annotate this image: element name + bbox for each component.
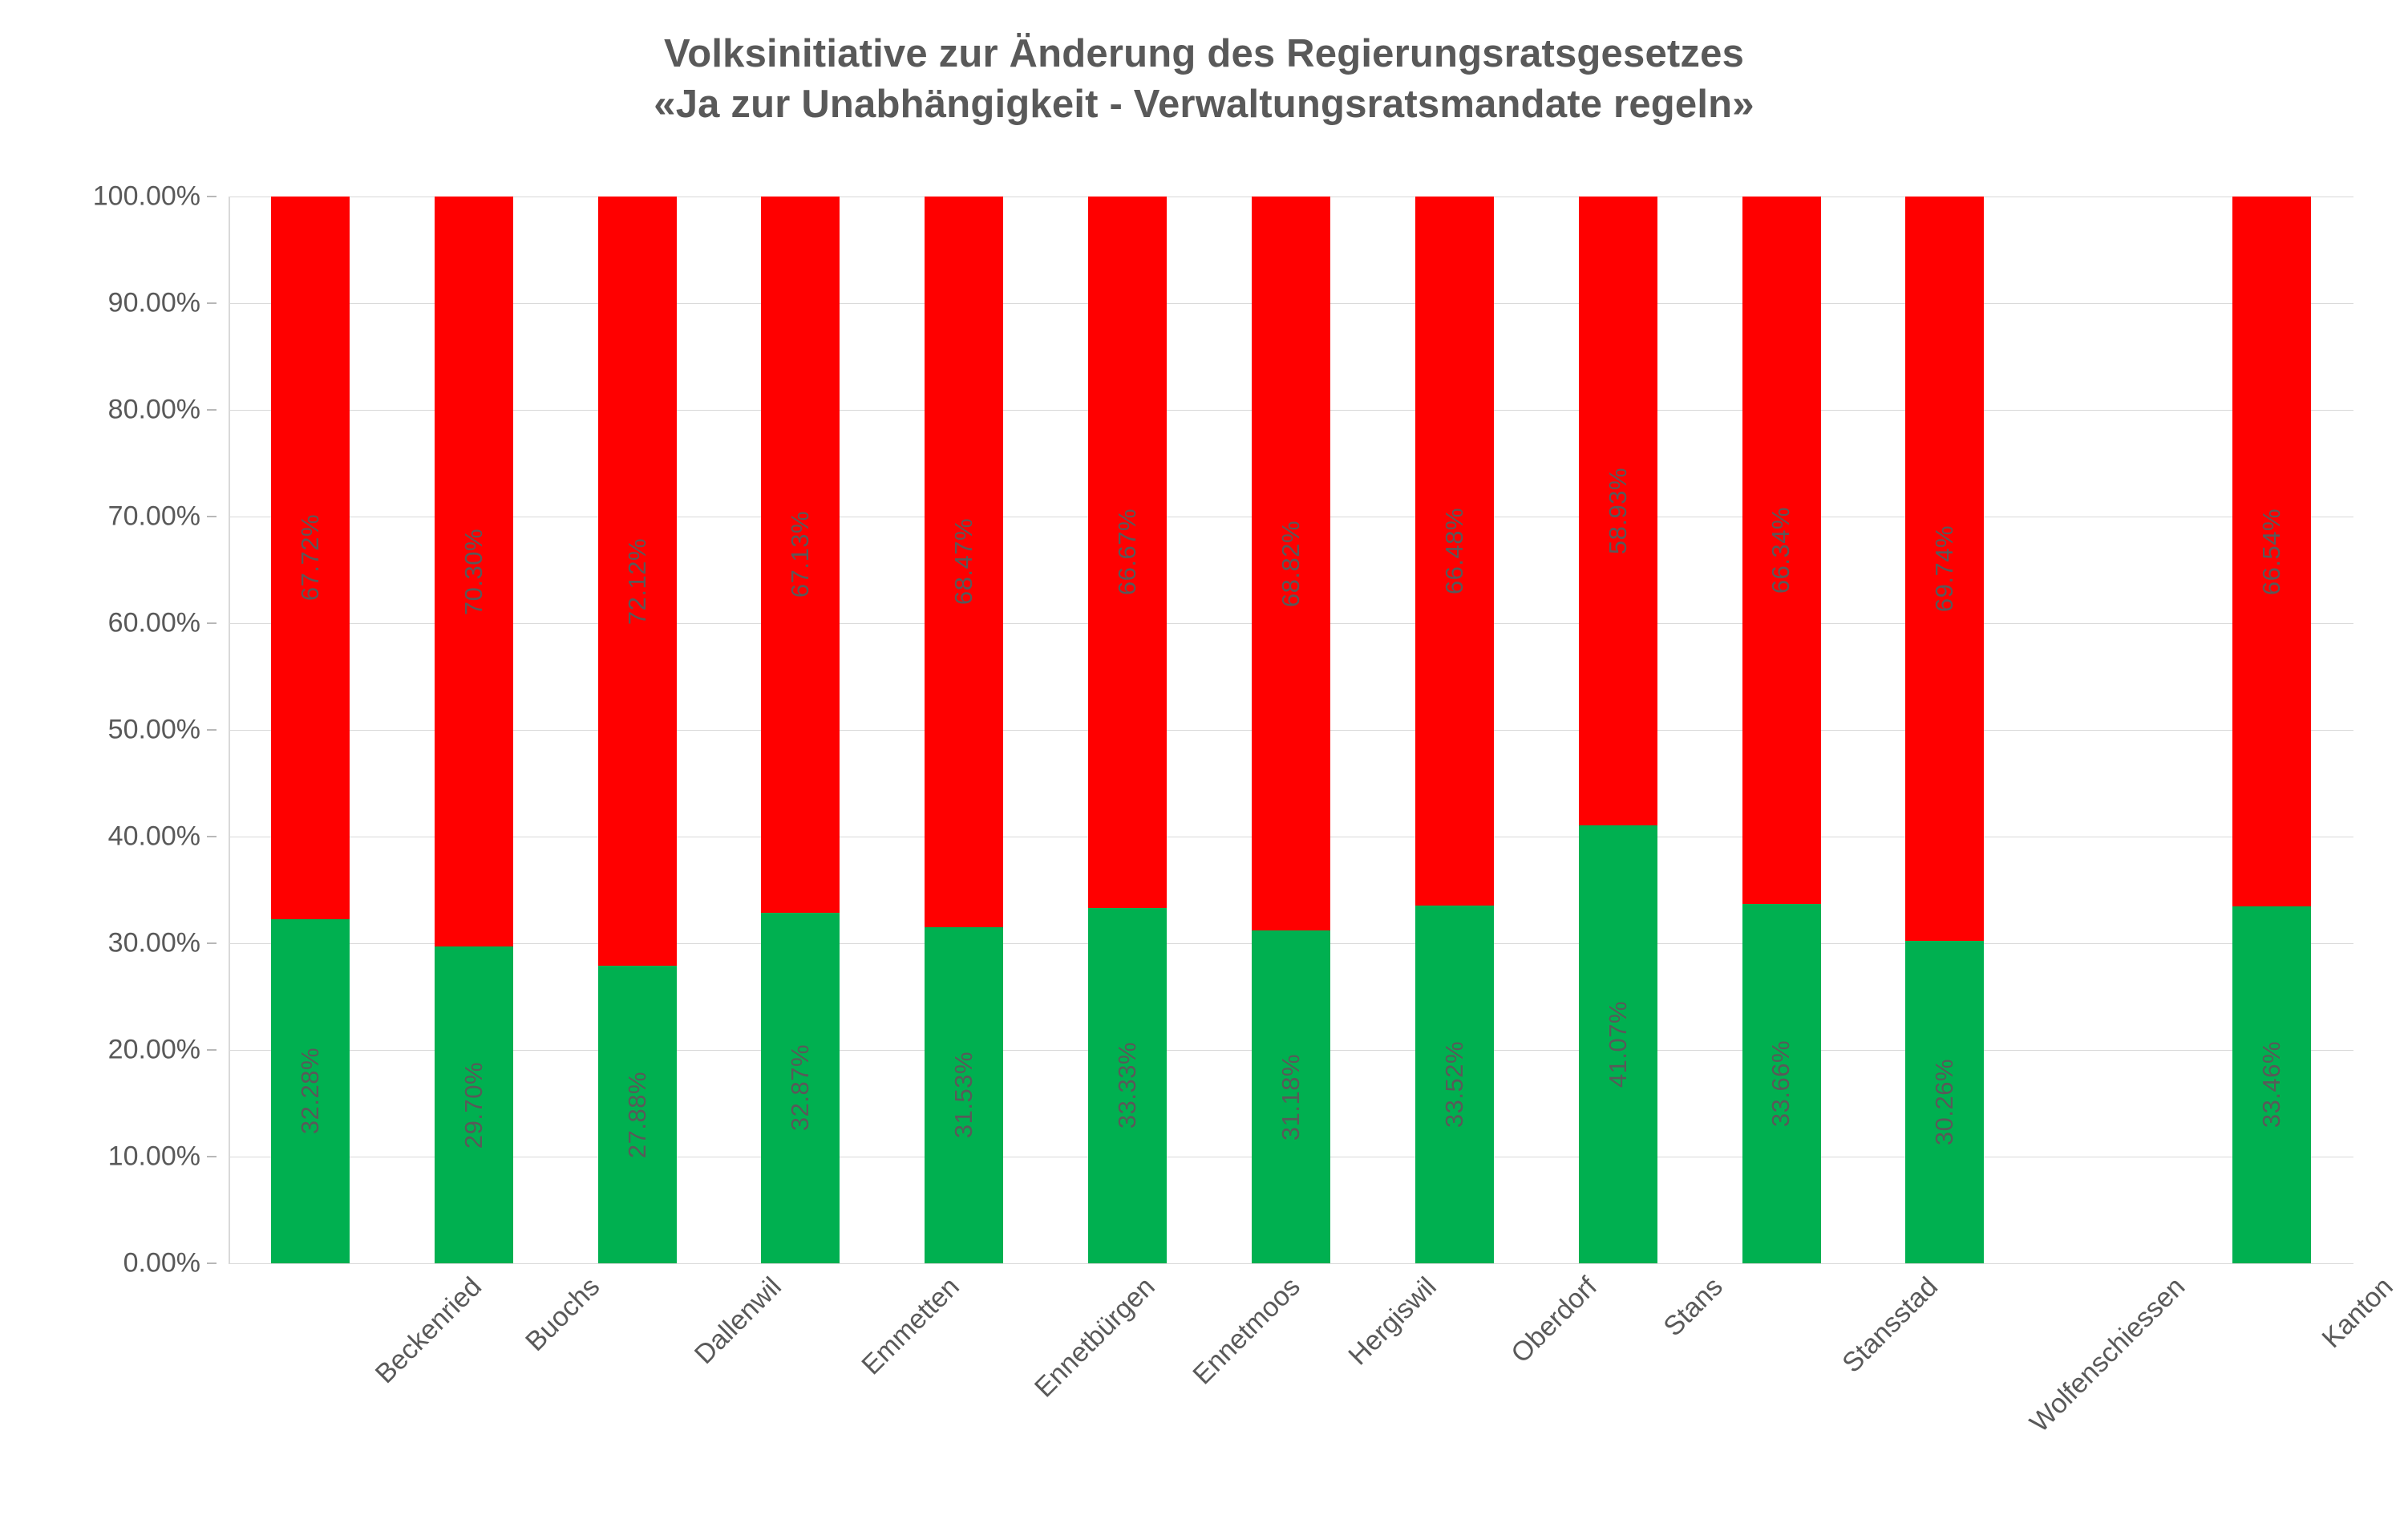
x-axis-tick-label: Buochs bbox=[519, 1271, 606, 1358]
y-axis-tick-label: 100.00% bbox=[92, 180, 200, 212]
y-axis-tick-mark bbox=[207, 622, 217, 624]
bar-segment-nein[interactable] bbox=[925, 197, 1003, 927]
y-axis-labels bbox=[0, 180, 215, 1279]
bar-segment-nein[interactable] bbox=[1088, 197, 1167, 908]
bar-segment-nein[interactable] bbox=[435, 197, 513, 946]
bar-segment-nein[interactable] bbox=[598, 197, 677, 966]
plot-area bbox=[229, 197, 2353, 1263]
x-axis-tick-label: Oberdorf bbox=[1505, 1271, 1603, 1369]
bar-group[interactable] bbox=[598, 197, 677, 1263]
bar-segment-ja[interactable] bbox=[1415, 906, 1494, 1263]
bar-value-label-ja: 33.52% bbox=[1439, 1041, 1468, 1129]
bar-segment-nein[interactable] bbox=[1252, 197, 1330, 930]
bar-value-label-ja: 31.18% bbox=[1277, 1053, 1305, 1141]
bar-segment-ja[interactable] bbox=[1579, 825, 1657, 1263]
y-axis-tick-label: 40.00% bbox=[107, 821, 200, 852]
y-axis-tick-mark bbox=[207, 1156, 217, 1157]
x-axis-tick-label: Ennetmoos bbox=[1187, 1271, 1307, 1391]
x-axis-tick-label: Emmetten bbox=[856, 1271, 966, 1381]
y-axis-tick-mark bbox=[207, 942, 217, 944]
y-axis-tick-label: 50.00% bbox=[107, 714, 200, 745]
bar-segment-ja[interactable] bbox=[1742, 904, 1821, 1263]
bar-segment-ja[interactable] bbox=[761, 913, 840, 1263]
bar-value-label-nein: 66.48% bbox=[1439, 508, 1468, 595]
y-axis-tick-label: 20.00% bbox=[107, 1034, 200, 1065]
bar-segment-nein[interactable] bbox=[271, 197, 350, 919]
y-axis-tick-mark bbox=[207, 1262, 217, 1264]
bar-value-label-nein: 66.34% bbox=[1767, 507, 1795, 594]
x-axis-labels bbox=[229, 1271, 2399, 1528]
bar-group[interactable] bbox=[2232, 197, 2311, 1263]
bar-group[interactable] bbox=[271, 197, 350, 1263]
y-axis-tick-label: 90.00% bbox=[107, 287, 200, 318]
bar-segment-nein[interactable] bbox=[2232, 197, 2311, 906]
bar-segment-ja[interactable] bbox=[1905, 941, 1984, 1263]
y-axis-tick-label: 80.00% bbox=[107, 394, 200, 425]
bar-value-label-nein: 68.47% bbox=[949, 518, 978, 606]
bar-segment-ja[interactable] bbox=[271, 919, 350, 1263]
y-axis-tick-label: 70.00% bbox=[107, 501, 200, 532]
bar-value-label-nein: 67.72% bbox=[295, 514, 324, 602]
bar-value-label-ja: 32.87% bbox=[786, 1044, 815, 1132]
bar-group[interactable] bbox=[1742, 197, 1821, 1263]
bar-segment-nein[interactable] bbox=[1742, 197, 1821, 904]
bar-group[interactable] bbox=[761, 197, 840, 1263]
y-axis-tick-label: 30.00% bbox=[107, 927, 200, 959]
chart-title bbox=[0, 29, 2408, 129]
bar-segment-ja[interactable] bbox=[435, 946, 513, 1263]
bar-segment-ja[interactable] bbox=[1088, 908, 1167, 1263]
y-axis-tick-label: 60.00% bbox=[107, 607, 200, 638]
bar-value-label-nein: 67.13% bbox=[786, 511, 815, 598]
bar-segment-ja[interactable] bbox=[2232, 906, 2311, 1263]
bar-group[interactable] bbox=[1088, 197, 1167, 1263]
bar-value-label-ja: 32.28% bbox=[295, 1048, 324, 1135]
bar-segment-ja[interactable] bbox=[925, 927, 1003, 1263]
y-axis-tick-mark bbox=[207, 1049, 217, 1051]
chart-title-line-2: «Ja zur Unabhängigkeit - Verwaltungsratsmandate regeln» bbox=[654, 82, 1754, 126]
x-axis-tick-label: Dallenwil bbox=[688, 1271, 787, 1371]
bar-value-label-ja: 30.26% bbox=[1930, 1058, 1959, 1145]
y-axis-tick-mark bbox=[207, 302, 217, 304]
x-axis-tick-label: Wolfenschiessen bbox=[2024, 1271, 2191, 1439]
bar-segment-ja[interactable] bbox=[598, 966, 677, 1263]
x-axis-tick-label: Stans bbox=[1657, 1271, 1729, 1343]
y-axis-tick-mark bbox=[207, 516, 217, 517]
bar-segment-nein[interactable] bbox=[1905, 197, 1984, 941]
x-axis-tick-label: Beckenried bbox=[369, 1271, 488, 1390]
bar-value-label-ja: 27.88% bbox=[622, 1071, 651, 1158]
bar-group[interactable] bbox=[925, 197, 1003, 1263]
bar-value-label-ja: 29.70% bbox=[459, 1061, 488, 1149]
bar-group[interactable] bbox=[1579, 197, 1657, 1263]
y-axis-tick-mark bbox=[207, 196, 217, 197]
y-axis-tick-mark bbox=[207, 409, 217, 411]
bar-segment-ja[interactable] bbox=[1252, 930, 1330, 1263]
bar-value-label-nein: 69.74% bbox=[1930, 525, 1959, 612]
bar-value-label-nein: 66.54% bbox=[2257, 508, 2286, 595]
bar-segment-nein[interactable] bbox=[1415, 197, 1494, 906]
x-axis-tick-label: Hergiswil bbox=[1342, 1271, 1443, 1372]
bar-series bbox=[229, 197, 2353, 1263]
chart-title-line-1: Volksinitiative zur Änderung des Regierungsratsgesetzes bbox=[663, 32, 1745, 75]
bar-value-label-ja: 33.33% bbox=[1113, 1042, 1142, 1129]
bar-value-label-ja: 41.07% bbox=[1603, 1000, 1632, 1088]
bar-value-label-nein: 70.30% bbox=[459, 528, 488, 615]
y-axis-tick-label: 0.00% bbox=[123, 1247, 200, 1279]
x-axis-tick-label: Kanton bbox=[2316, 1271, 2399, 1355]
bar-value-label-nein: 68.82% bbox=[1277, 520, 1305, 607]
gridline bbox=[229, 1263, 2353, 1264]
bar-value-label-ja: 33.46% bbox=[2257, 1041, 2286, 1129]
y-axis-tick-label: 10.00% bbox=[107, 1141, 200, 1172]
bar-value-label-nein: 66.67% bbox=[1113, 509, 1142, 596]
bar-group[interactable] bbox=[1905, 197, 1984, 1263]
bar-group[interactable] bbox=[1252, 197, 1330, 1263]
bar-group[interactable] bbox=[1415, 197, 1494, 1263]
x-axis-tick-label: Ennetbürgen bbox=[1029, 1271, 1161, 1404]
bar-segment-nein[interactable] bbox=[761, 197, 840, 913]
x-axis-tick-label: Stansstad bbox=[1835, 1271, 1944, 1379]
bar-value-label-ja: 33.66% bbox=[1767, 1040, 1795, 1128]
bar-value-label-nein: 72.12% bbox=[622, 537, 651, 625]
bar-segment-nein[interactable] bbox=[1579, 197, 1657, 825]
y-axis-tick-mark bbox=[207, 836, 217, 837]
y-axis-tick-mark bbox=[207, 729, 217, 731]
bar-value-label-ja: 31.53% bbox=[949, 1052, 978, 1139]
bar-group[interactable] bbox=[435, 197, 513, 1263]
bar-value-label-nein: 58.93% bbox=[1603, 467, 1632, 554]
